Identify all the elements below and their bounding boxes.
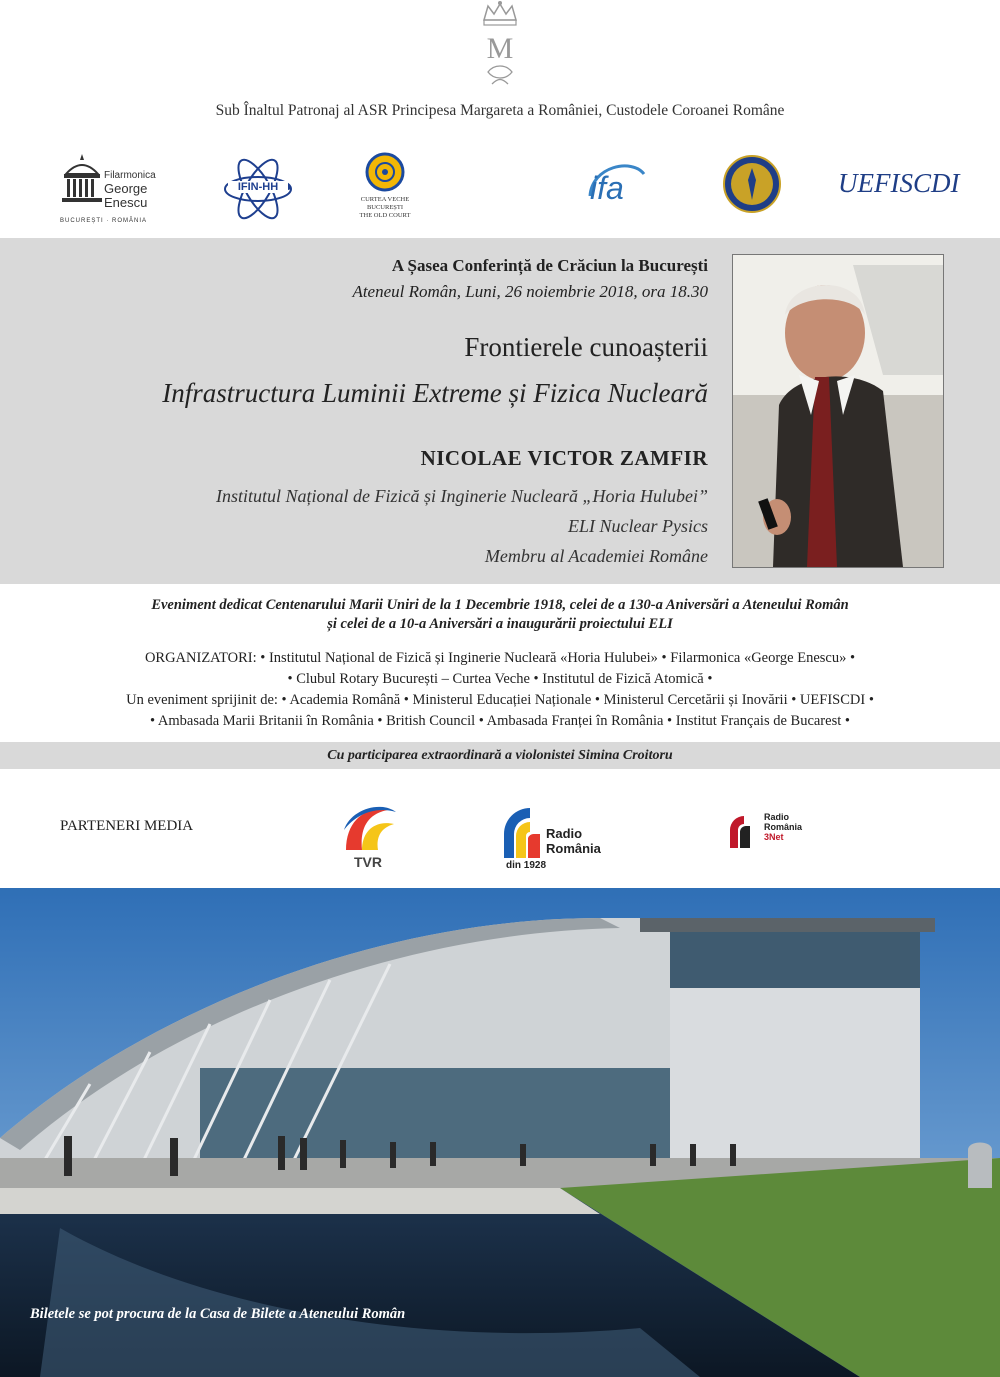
radio-romania-icon [500,804,540,858]
radio-romania-logo: Radio România din 1928 [500,804,620,872]
event-dedication: Eveniment dedicat Centenarului Marii Uniri de la 1 Decembrie 1918, celei de a 130-a Aniversări a Ateneului Român și celei de a 10-a Aniversări a inaugurării proiectului ELI [151,597,849,632]
tvr-logo: TVR [336,800,400,872]
conference-subtopic: Infrastructura Luminii Extreme și Fizica Nucleară [162,378,708,408]
special-guest-band: Cu participarea extraordinară a violonistei Simina Croitoru [0,742,1000,769]
conference-title: A Șasea Conferință de Crăciun la București [391,256,708,275]
radio-romania-3net-logo: Radio România 3Net [728,812,820,858]
speaker-name: NICOLAE VICTOR ZAMFIR [420,446,708,470]
eli-np-building-photo [0,888,1000,1377]
rotary-logo: CURTEA VECHE BUCUREȘTI THE OLD COURT [354,152,416,228]
speaker-affiliation-2: ELI Nuclear Pysics [568,516,708,536]
radio-3net-icon [728,814,760,848]
ateneu-icon [60,152,104,206]
speaker-affiliation-3: Membru al Academiei Române [484,546,708,566]
conference-topic: Frontierele cunoașterii [464,332,708,362]
ifin-hh-logo: IFIN-HH [222,158,294,220]
conference-venue: Ateneul Român, Luni, 26 noiembrie 2018, ora 18.30 [352,282,708,301]
tickets-note: Biletele se pot procura de la Casa de Bilete a Ateneului Român [30,1306,406,1322]
organizers-block: ORGANIZATORI: • Institutul Național de Fizică și Inginerie Nucleară «Horia Hulubei» • Filarmonica «George Enescu» • • Clubul Rotary București – Curtea Veche • Institutul de Fizică Atomică • Un eveniment sprijinit de: • Academia Română • Ministerul Educației Naționale • Ministerul Cercetării și Inovării • UEFISCDI • • Ambasada Marii Britanii în România • British Council • Ambasada Franței în România • Institut Français de Bucarest • [126,650,874,729]
crown-monogram-crest [470,0,530,92]
speaker-affiliation-1: Institutul Național de Fizică și Inginerie Nucleară „Horia Hulubei” [216,486,708,506]
media-partners-label: PARTENERI MEDIA [60,818,194,834]
academy-seal-icon [722,154,782,214]
academia-romana-seal [722,154,782,214]
svg-text:M: M [486,32,514,65]
tvr-r-icon [336,800,400,854]
ifa-logo: ifa [584,156,650,222]
building-photo-image [0,888,1000,1377]
filarmonica-logo: Filarmonica George Enescu BUCUREȘTI · ROMÂNIA [60,152,170,228]
uefiscdi-logo: UEFISCDI [838,168,960,198]
speaker-portrait-image [733,255,943,567]
speaker-photo [732,254,944,568]
rotary-wheel-icon [365,152,405,192]
partner-logos [0,150,1000,230]
patronage-line: Sub Înaltul Patronaj al ASR Principesa Margareta a României, Custodele Coroanei Române [215,102,785,119]
